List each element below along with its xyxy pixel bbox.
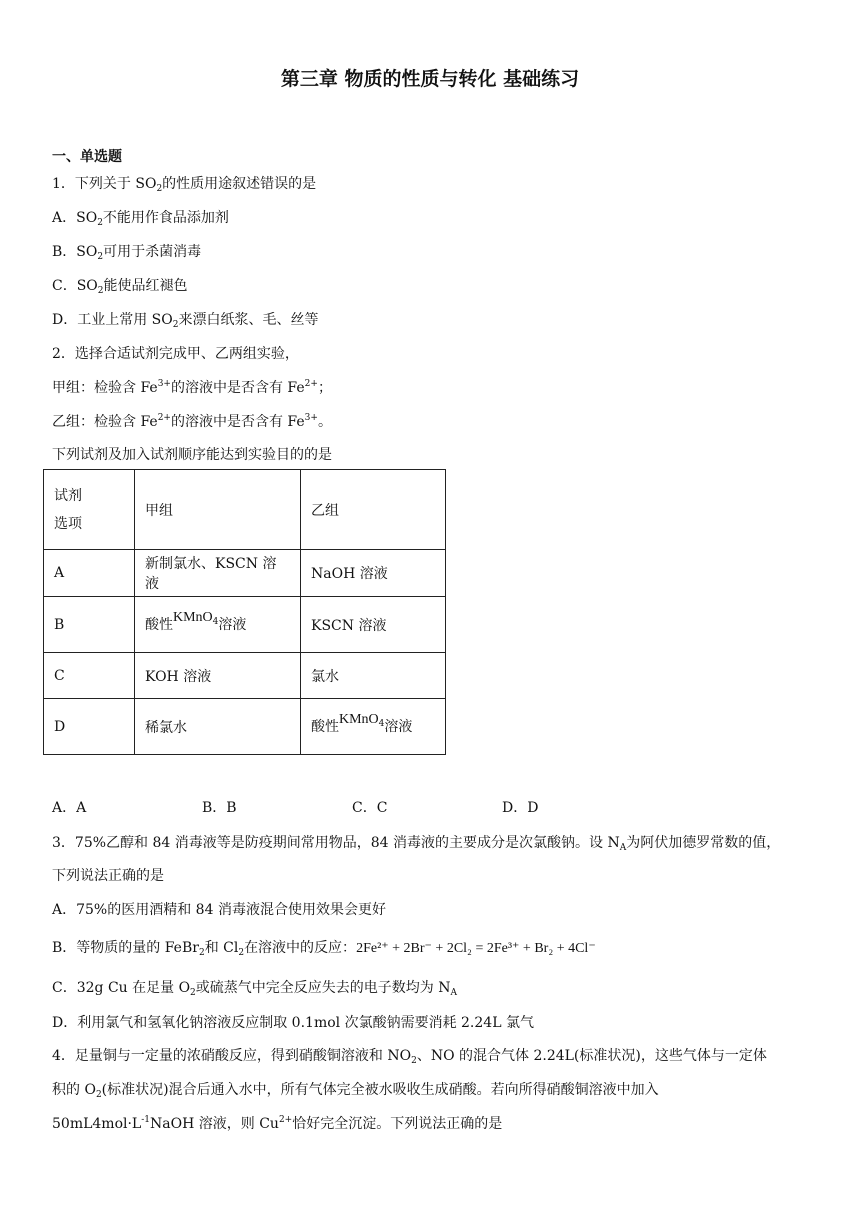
row-label: B <box>44 597 135 653</box>
row-label: C <box>44 653 135 699</box>
row-label: A <box>44 550 135 597</box>
question-1-option-c: C．$SO_2$能使品红褪色 <box>52 278 188 296</box>
question-3-option-d: D．利用氯气和氢氧化钠溶液反应制取 0.1mol 次氯酸钠需要消耗 2.24L 氯气 <box>52 1015 534 1031</box>
question-2-option-a: A．A <box>52 800 87 816</box>
cell-yi: 氯水 <box>301 653 446 699</box>
table-row <box>44 597 446 653</box>
question-4-line-2: 积的 $O_2$(标准状况)混合后通入水中，所有气体完全被水吸收生成硝酸。若向所得硝酸铜溶液中加入 <box>52 1082 659 1100</box>
question-3-option-a: A．75%的医用酒精和 84 消毒液混合使用效果会更好 <box>52 902 386 918</box>
question-2-option-b: B．B <box>202 800 237 816</box>
question-3-stem: 3．75%乙醇和 84 消毒液等是防疫期间常用物品，84 消毒液的主要成分是次氯酸钠。设 $N_A$为阿伏加德罗常数的值， <box>52 835 781 853</box>
cell-yi: 酸性KMnO$_4$溶液 <box>301 699 446 755</box>
question-3-ask: 下列说法正确的是 <box>52 868 164 884</box>
question-1-option-a: A．$SO_2$不能用作食品添加剂 <box>52 210 229 228</box>
question-1-option-b: B．$SO_2$可用于杀菌消毒 <box>52 244 202 262</box>
cell-jia: 稀氯水 <box>135 699 301 755</box>
cell-jia: 酸性KMnO$_4$溶液 <box>135 597 301 653</box>
cell-yi: NaOH 溶液 <box>301 550 446 597</box>
question-2-group-yi: 乙组：检验含 $Fe^{2+}$的溶液中是否含有 $Fe^{3+}$。 <box>52 413 332 430</box>
table-row <box>44 550 446 597</box>
question-4-line-1: 4．足量铜与一定量的浓硝酸反应，得到硝酸铜溶液和 $NO_2$、NO 的混合气体 2.24L(标准状况)，这些气体与一定体 <box>52 1048 767 1066</box>
question-1-option-d: D．工业上常用 $SO_2$来漂白纸浆、毛、丝等 <box>52 312 319 330</box>
header-cell-yi: 乙组 <box>301 470 446 550</box>
section-heading: 一、单选题 <box>52 149 122 165</box>
question-1-stem: 1．下列关于 $SO_2$的性质用途叙述错误的是 <box>52 176 317 194</box>
question-2-option-d: D．D <box>502 800 539 816</box>
question-3-option-c: C．32g Cu 在足量 $O_2$或硫蒸气中完全反应失去的电子数均为 $N_A$ <box>52 980 457 998</box>
table-row <box>44 699 446 755</box>
question-3-option-b: B．等物质的量的 FeBr$_2$和 $Cl_2$在溶液中的反应：2Fe²⁺ + 2Br⁻ + 2Cl₂ = 2Fe³⁺ + Br₂ + 4Cl⁻ <box>52 940 596 958</box>
question-2-stem: 2．选择合适试剂完成甲、乙两组实验， <box>52 346 299 362</box>
question-4-line-3: $50mL4mol\cdot L^{-1}NaOH$ 溶液，则 $Cu^{2+}$恰好完全沉淀。下列说法正确的是 <box>52 1115 503 1132</box>
table-header-row <box>44 470 446 550</box>
header-cell-option: 试剂 选项 <box>44 470 135 550</box>
question-2-option-c: C．C <box>352 800 388 816</box>
question-2-ask: 下列试剂及加入试剂顺序能达到实验目的的是 <box>52 447 332 463</box>
cell-jia: KOH 溶液 <box>135 653 301 699</box>
cell-yi: KSCN 溶液 <box>301 597 446 653</box>
reagent-table <box>43 469 446 755</box>
header-cell-jia: 甲组 <box>135 470 301 550</box>
table-row <box>44 653 446 699</box>
page-title: 第三章 物质的性质与转化 基础练习 <box>280 68 580 90</box>
row-label: D <box>44 699 135 755</box>
cell-jia: 新制氯水、KSCN 溶液 <box>135 550 301 597</box>
question-2-group-jia: 甲组：检验含 $Fe^{3+}$的溶液中是否含有 $Fe^{2+}$； <box>52 379 332 396</box>
